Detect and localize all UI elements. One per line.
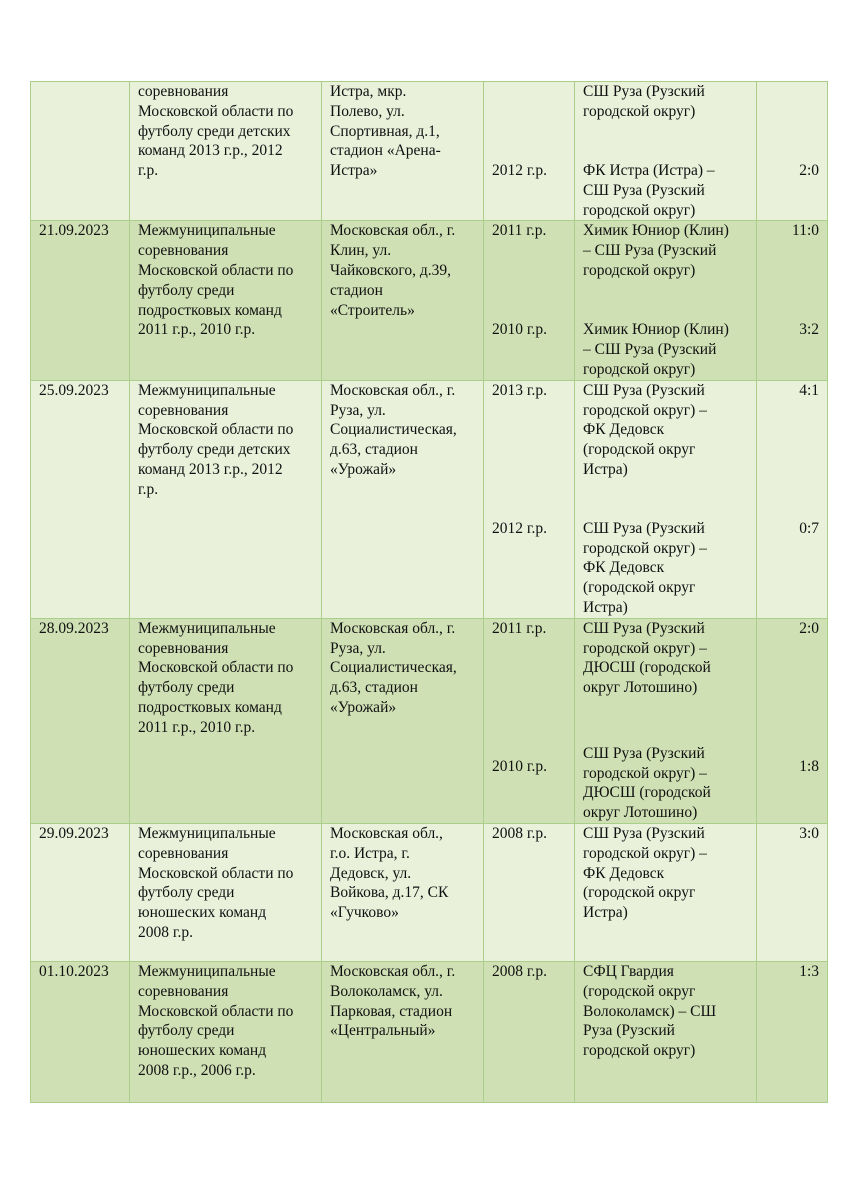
table-row [31,618,828,823]
date-cell: 01.10.2023 [31,961,130,1102]
venue-cell: Московская обл., г. Волоколамск, ул. Парковая, стадион «Центральный» [322,961,484,1102]
event-cell: Межмуниципальные соревнования Московской области по футболу среди юношеских команд 2008 г.р. [130,823,322,961]
event-cell: Межмуниципальные соревнования Московской области по футболу среди детских команд 2013 г.р., 2012 г.р. [130,380,322,618]
score-cell: 3:0 [757,823,828,961]
score-cell: 2:0 1:8 [757,618,828,823]
score-cell: 2:0 [757,82,828,221]
teams-cell: СФЦ Гвардия (городской округ Волоколамск) – СШ Руза (Рузский городской округ) [575,961,757,1102]
teams-cell: СШ Руза (Рузский городской округ) – ФК Дедовск (городской округ Истра) СШ Руза (Рузский городской округ) – ФК Дедовск (городской округ Истра) [575,380,757,618]
event-cell: соревнования Московской области по футболу среди детских команд 2013 г.р., 2012 г.р. [130,82,322,221]
table-row [31,221,828,380]
table-row [31,823,828,961]
venue-cell: Московская обл., г. Руза, ул. Социалистическая, д.63, стадион «Урожай» [322,618,484,823]
event-cell: Межмуниципальные соревнования Московской области по футболу среди подростковых команд 2011 г.р., 2010 г.р. [130,221,322,380]
score-cell: 4:1 0:7 [757,380,828,618]
date-cell [31,82,130,221]
date-cell: 21.09.2023 [31,221,130,380]
teams-cell: Химик Юниор (Клин) – СШ Руза (Рузский городской округ) Химик Юниор (Клин) – СШ Руза (Рузский городской округ) [575,221,757,380]
age-group-cell: 2011 г.р. 2010 г.р. [484,618,575,823]
teams-cell: СШ Руза (Рузский городской округ) – ФК Дедовск (городской округ Истра) [575,823,757,961]
age-group-cell: 2013 г.р. 2012 г.р. [484,380,575,618]
age-group-cell: 2008 г.р. [484,961,575,1102]
score-cell: 11:0 3:2 [757,221,828,380]
venue-cell: Истра, мкр. Полево, ул. Спортивная, д.1, стадион «Арена- Истра» [322,82,484,221]
table-row [31,82,828,221]
venue-cell: Московская обл., г. Клин, ул. Чайковского, д.39, стадион «Строитель» [322,221,484,380]
results-table [30,81,828,1103]
teams-cell: СШ Руза (Рузский городской округ) – ДЮСШ (городской округ Лотошино) СШ Руза (Рузский городской округ) – ДЮСШ (городской округ Лотошино) [575,618,757,823]
event-cell: Межмуниципальные соревнования Московской области по футболу среди подростковых команд 2011 г.р., 2010 г.р. [130,618,322,823]
venue-cell: Московская обл., г.о. Истра, г. Дедовск, ул. Войкова, д.17, СК «Гучково» [322,823,484,961]
teams-cell: СШ Руза (Рузский городской округ) ФК Истра (Истра) – СШ Руза (Рузский городской округ) [575,82,757,221]
date-cell: 29.09.2023 [31,823,130,961]
age-group-cell: 2008 г.р. [484,823,575,961]
date-cell: 28.09.2023 [31,618,130,823]
date-cell: 25.09.2023 [31,380,130,618]
age-group-cell: 2012 г.р. [484,82,575,221]
venue-cell: Московская обл., г. Руза, ул. Социалистическая, д.63, стадион «Урожай» [322,380,484,618]
age-group-cell: 2011 г.р. 2010 г.р. [484,221,575,380]
event-cell: Межмуниципальные соревнования Московской области по футболу среди юношеских команд 2008 г.р., 2006 г.р. [130,961,322,1102]
table-row [31,380,828,618]
table-row [31,961,828,1102]
score-cell: 1:3 [757,961,828,1102]
